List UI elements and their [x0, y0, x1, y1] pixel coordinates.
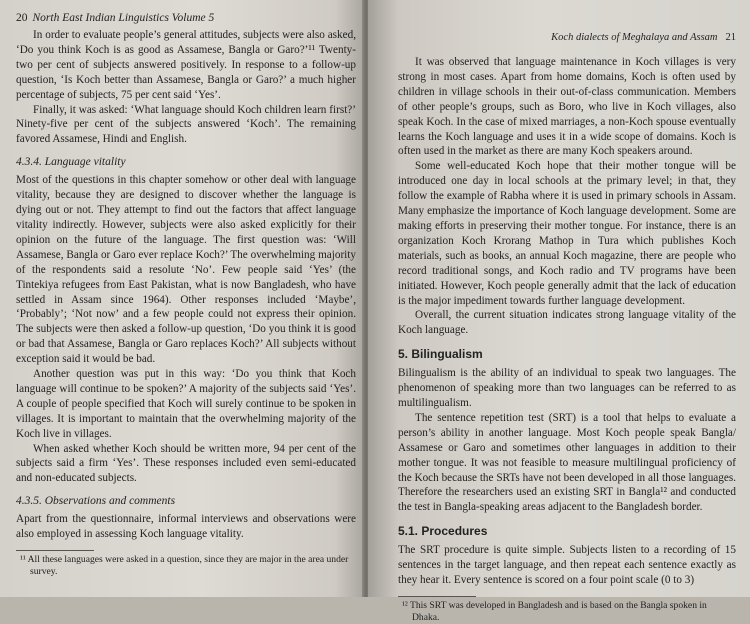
right-paragraph-6: The SRT procedure is quite simple. Subjects listen to a recording of 15 sentences in the target language, and then repeat each sentence exactly as they hear it. Every sentence is scored on a four point scale (0 to 3): [398, 544, 736, 587]
left-page: [0, 0, 364, 597]
heading-bilingualism: 5. Bilingualism: [398, 347, 483, 362]
right-paragraph-1: It was observed that language maintenance in Koch villages is very strong in most cases. Apart from home domains, Koch is often used by children in village schools in their out-of-class communication. Members of other people’s groups, such as Boro, who live in Koch villages, also speak Koch. In the case of mixed marriages, a non-Koch spouse eventually learns the Koch language and uses it in a wide scope of domains. Koch is often used in the market as there are many Koch speakers around.: [398, 56, 736, 158]
heading-procedures: 5.1. Procedures: [398, 524, 488, 539]
left-running-head-title: North East Indian Linguistics Volume 5: [32, 12, 215, 24]
left-paragraph-3: Most of the questions in this chapter somehow or other deal with language vitality, because they are designed to discover whether the language is dying out or not. They attempt to find out the factors that affect language vitality indirectly. However, subjects were also asked explicitly for their opinion on the future of the language. The first question was: ‘Will Assamese, Bangla or Garo ever replace Koch?’ The overwhelming majority of the respondents said a resolute ‘No’. Few people said ‘Yes’ (the Tintekiya refugees from East Pakistan, what is now Bangladesh, who have settled in Assam since 1964). Other responses included ‘Maybe’, ‘Probably’; ‘Not now’ and a few people could not express their opinion. The subjects were then asked a follow-up question, ‘Do you think it is good or bad that Assamese, Bangla or Garo replaces Koch?’ All subjects without exception said it would be bad.: [16, 174, 356, 366]
right-footnote-rule: [398, 596, 476, 597]
left-paragraph-2: Finally, it was asked: ‘What language should Koch children learn first?’ Ninety-five per cent of the subjects answered ‘Koch’. The remaining favored Assamese, Hindi and English.: [16, 103, 356, 146]
right-running-head-title: Koch dialects of Meghalaya and Assam: [551, 32, 718, 43]
left-paragraph-1: In order to evaluate people’s general attitudes, subjects were also asked, ‘Do you think Koch is as good as Assamese, Bangla or Garo?’¹¹ Twenty-two per cent of subjects answered positively. In response to a follow-up question, ‘Is Koch better than Assamese, Bangla or Garo?’ a much higher percentage of subjects, 75 per cent said ‘Yes’.: [16, 29, 356, 101]
right-running-head: [398, 30, 736, 46]
left-paragraph-5: When asked whether Koch should be written more, 94 per cent of the subjects said a firm ‘Yes’. These responses included even semi-educated and non-educated subjects.: [16, 442, 356, 485]
right-paragraph-2: Some well-educated Koch hope that their mother tongue will be introduced one day in local schools at the primary level; in that, they follow the example of Rabha where it is used in primary schools in Assam. Many emphasize the importance of Koch language development. Some are making efforts in preserving their mother tongue. For instance, there is an organization Koch Krorang Mathop in Tura which publishes Koch materials, such as books, an annual Koch magazine, there are people who record traditional songs, and Koch radio and TV programs have been initiated. However, Koch people generally admit that the lack of education is the major impediment towards further language development.: [398, 160, 736, 307]
right-page: [368, 0, 750, 623]
right-paragraph-5: The sentence repetition test (SRT) is a tool that helps to evaluate a person’s ability in another language. Most Koch people speak Bangla/ Assamese or Garo and sometimes other languages in addition to their mother tongue. It was not feasible to measure multilingual proficiency of the Koch because the SRTs have not been developed in all those languages. Therefore the researchers used an existing SRT in Bangla¹² and conducted the test in Bangla-speaking areas adjacent to the Bangladesh border.: [398, 411, 736, 514]
left-paragraph-4: Another question was put in this way: ‘Do you think that Koch language will continue to be spoken?’ A majority of the subjects said ‘Yes’. A couple of people specified that Koch will surely continue to be spoken in villages. It is important to maintain that the overwhelming majority of the Koch live in villages.: [16, 368, 357, 440]
left-paragraph-6: Apart from the questionnaire, informal interviews and observations were also employed in assessing Koch language vitality.: [16, 513, 356, 541]
heading-observations: 4.3.5. Observations and comments: [16, 495, 176, 508]
heading-language-vitality: 4.3.4. Language vitality: [16, 156, 126, 169]
right-paragraph-3: Overall, the current situation indicates strong language vitality of the Koch language.: [398, 309, 736, 337]
left-page-number: 20: [16, 12, 28, 24]
right-page-number: 21: [725, 32, 736, 43]
left-footnote: ¹¹ All these languages were asked in a question, since they are major in the area under survey.: [20, 554, 349, 578]
left-footnote-rule: [16, 550, 94, 551]
left-running-head: [16, 8, 356, 28]
right-paragraph-4: Bilingualism is the ability of an individual to speak two languages. The phenomenon of speaking more than two languages can be referred to as multilingualism.: [398, 367, 736, 410]
right-footnote: ¹² This SRT was developed in Bangladesh and is based on the Bangla spoken in Dhaka.: [402, 600, 707, 623]
